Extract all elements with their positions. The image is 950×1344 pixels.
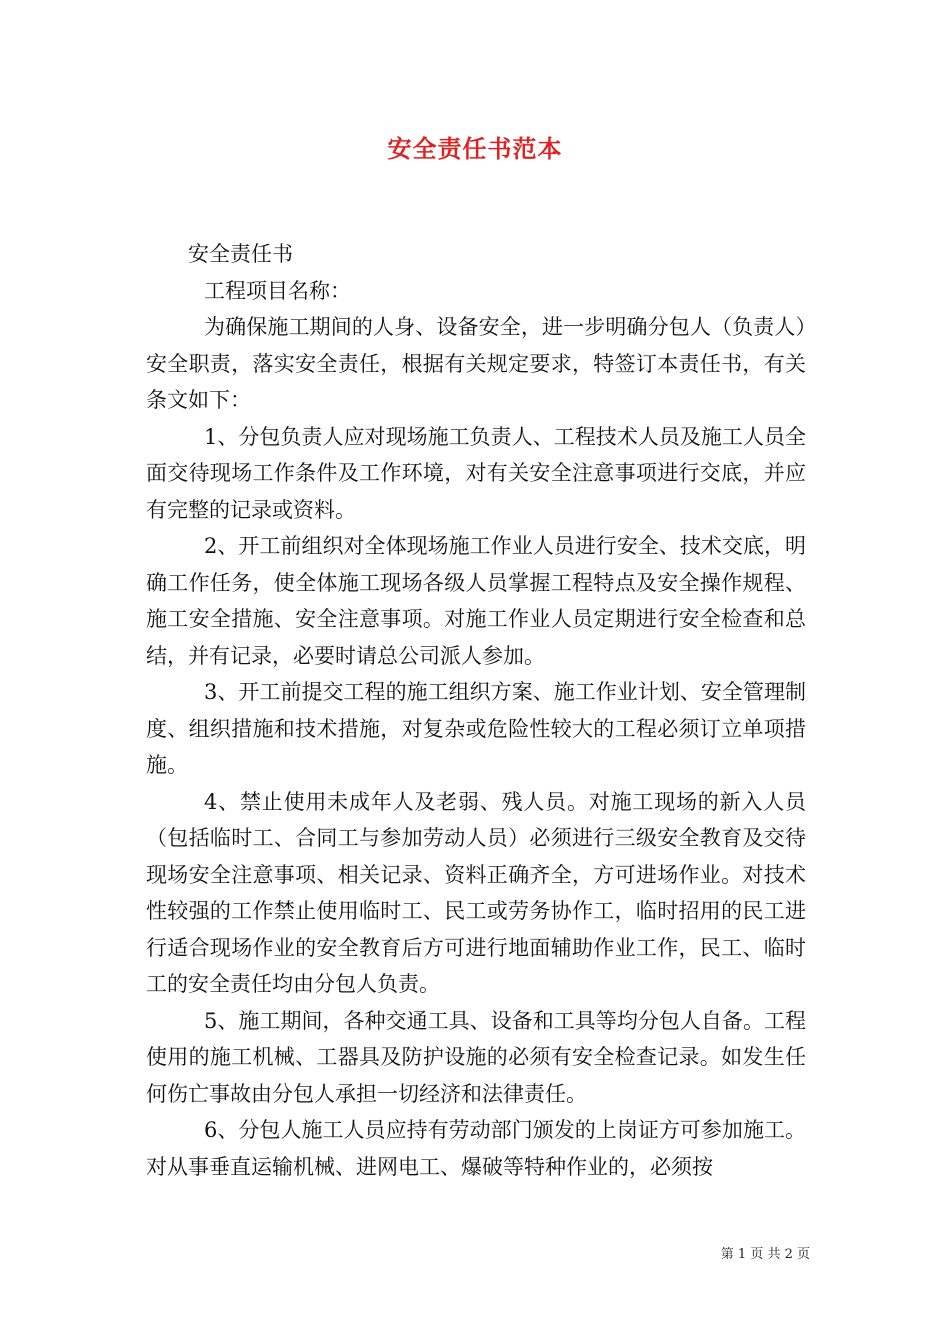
clause-5: 5、施工期间，各种交通工具、设备和工具等均分包人自备。工程使用的施工机械、工器具及防护设施的必须有安全检查记录。如发生任何伤亡事故由分包人承担一切经济和法律责任。 (146, 1008, 806, 1106)
doc-heading: 安全责任书 (188, 242, 293, 266)
clause-1: 1、分包负责人应对现场施工负责人、工程技术人员及施工人员全面交待现场工作条件及工作环境，对有关安全注意事项进行交底，并应有完整的记录或资料。 (146, 424, 806, 522)
page-indicator: 第 1 页 共 2 页 (720, 1247, 810, 1262)
document-body (146, 236, 806, 1185)
clause-4: 4、禁止使用未成年人及老弱、残人员。对施工现场的新入人员（包括临时工、合同工与参加劳动人员）必须进行三级安全教育及交待现场安全注意事项、相关记录、资料正确齐全，方可进场作业。对技术性较强的工作禁止使用临时工、民工或劳务协作工，临时招用的民工进行适合现场作业的安全教育后方可进行地面辅助作业工作，民工、临时工的安全责任均由分包人负责。 (146, 789, 806, 996)
clause-2: 2、开工前组织对全体现场施工作业人员进行安全、技术交底，明确工作任务，使全体施工现场各级人员掌握工程特点及安全操作规程、施工安全措施、安全注意事项。对施工作业人员定期进行安全检查和总结，并有记录，必要时请总公司派人参加。 (146, 534, 806, 668)
project-name-label: 工程项目名称： (204, 278, 351, 303)
clause-6: 6、分包人施工人员应持有劳动部门颁发的上岗证方可参加施工。对从事垂直运输机械、进网电工、爆破等特种作业的，必须按 (146, 1118, 806, 1179)
intro-paragraph: 为确保施工期间的人身、设备安全，进一步明确分包人（负责人）安全职责，落实安全责任，根据有关规定要求，特签订本责任书，有关条文如下： (146, 315, 806, 412)
clause-3: 3、开工前提交工程的施工组织方案、施工作业计划、安全管理制度、组织措施和技术措施，对复杂或危险性较大的工程必须订立单项措施。 (146, 680, 806, 777)
document-title: 安全责任书范本 (387, 134, 563, 163)
